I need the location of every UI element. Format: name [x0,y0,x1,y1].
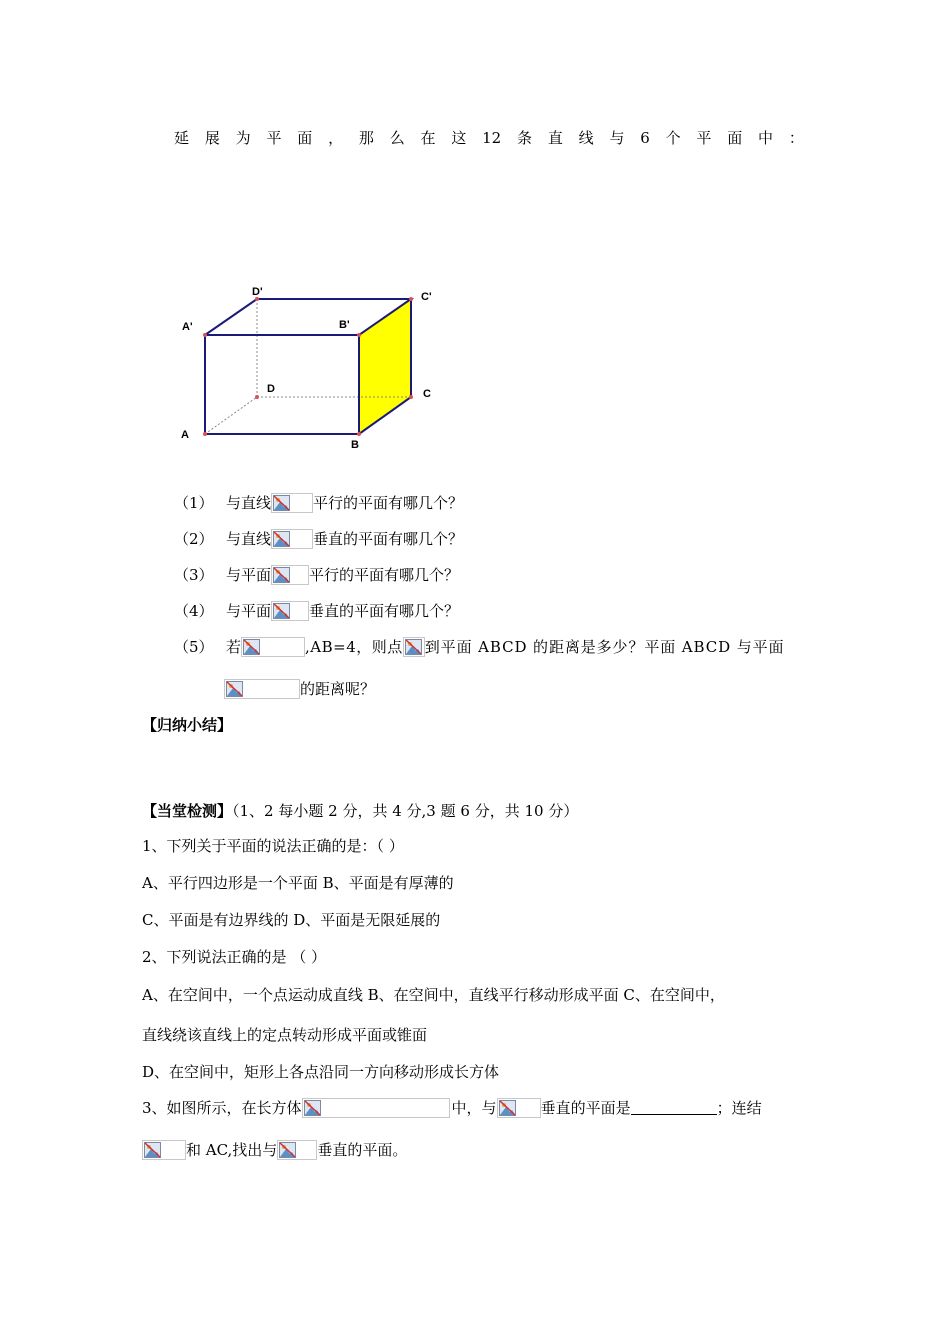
label-c: C [423,388,431,400]
intro-char: 线 [578,129,594,147]
broken-image-placeholder [224,679,300,699]
summary-heading: 【归纳小结】 [142,716,233,734]
cuboid-right-face [359,299,411,434]
vertex-dot [255,395,259,399]
question-5-line-2 [224,679,375,699]
label-b: B [351,439,359,451]
vertex-dot [409,395,413,399]
broken-image-placeholder [497,1098,541,1118]
intro-char: 与 [609,129,625,147]
question-2 [174,529,463,549]
question-number: （5） [174,638,214,656]
broken-image-icon [243,639,260,655]
broken-image-icon [273,495,290,511]
answer-blank [631,1098,717,1115]
label-c-prime: C' [421,291,432,303]
question-number: （3） [174,566,214,584]
broken-image-placeholder [271,601,309,621]
question-prefix: 与直线 [226,494,272,512]
intro-char: 延 [174,129,190,147]
q3-post: 垂直的平面是 [540,1099,631,1117]
broken-image-placeholder [403,637,425,657]
intro-char: 展 [204,129,220,147]
label-d: D [267,383,275,395]
check-heading-note: （1、2 每小题 2 分，共 4 分,3 题 6 分，共 10 分） [232,802,579,820]
question-1 [174,493,463,513]
intro-char: 这 [451,129,467,147]
question-number: （2） [174,530,214,548]
check-q1-options-cd: C、平面是有边界线的 D、平面是无限延展的 [142,911,441,929]
question-mid: ,AB=4，则点 [305,638,403,656]
intro-char: 6 [640,129,650,147]
intro-char: 面 [297,129,313,147]
intro-char: ： [788,129,804,147]
label-a: A [181,429,189,441]
intro-char: 为 [235,129,251,147]
question-prefix: 与平面 [226,602,272,620]
broken-image-placeholder [271,529,313,549]
broken-image-icon [499,1100,516,1116]
vertex-dot [203,333,207,337]
check-q3-line-2 [142,1140,407,1160]
check-q1-options-ab: A、平行四边形是一个平面 B、平面是有厚薄的 [142,874,454,892]
q3-line2-mid: 和 AC,找出与 [186,1141,278,1159]
question-suffix: 到平面 ABCD 的距离是多少？平面 ABCD 与平面 [424,638,785,656]
question-3 [174,565,459,585]
broken-image-icon [144,1142,161,1158]
broken-image-placeholder [271,493,313,513]
check-q2-options-line-1: A、在空间中，一个点运动成直线 B、在空间中，直线平行移动形成平面 C、在空间中， [142,986,725,1004]
q3-prefix: 3、如图所示，在长方体 [142,1099,302,1117]
broken-image-icon [273,603,290,619]
vertex-dot [203,432,207,436]
intro-char: 中 [758,129,774,147]
cuboid-front-face [205,335,359,434]
intro-char: 在 [420,129,436,147]
intro-char: 条 [517,129,533,147]
check-heading-line [142,801,578,821]
question-number: （4） [174,602,214,620]
intro-char: 直 [547,129,563,147]
hidden-edge-ad [205,397,257,434]
intro-char: 个 [665,129,681,147]
question-prefix: 若 [226,638,242,656]
intro-char: ， [328,129,344,147]
question-number: （1） [174,494,214,512]
intro-char: 12 [482,129,502,147]
broken-image-placeholder [241,637,305,657]
question-5 [174,637,784,657]
q3-line2-post: 垂直的平面。 [317,1141,408,1159]
check-q3-line-1 [142,1098,762,1118]
label-d-prime: D' [252,286,263,298]
vertex-dot [409,297,413,301]
label-b-prime: B' [339,319,350,331]
check-q2-options-line-2: 直线绕该直线上的定点转动形成平面或锥面 [142,1026,428,1044]
vertex-dot [357,333,361,337]
broken-image-placeholder [142,1140,186,1160]
intro-line [174,128,804,148]
broken-image-placeholder [271,565,309,585]
question-suffix: 平行的平面有哪几个？ [313,494,464,512]
check-q1: 1、下列关于平面的说法正确的是：（ ） [142,837,404,855]
broken-image-icon [273,567,290,583]
check-heading: 【当堂检测】 [142,802,233,820]
q3-mid: 中，与 [451,1099,497,1117]
intro-char: 那 [358,129,374,147]
broken-image-icon [279,1142,296,1158]
vertex-dot [357,432,361,436]
question-suffix: 的距离呢？ [300,680,376,698]
intro-char: 平 [266,129,282,147]
broken-image-icon [304,1100,321,1116]
question-suffix: 垂直的平面有哪几个？ [309,602,460,620]
cuboid-figure [170,280,450,455]
intro-char: 平 [696,129,712,147]
intro-char: 么 [389,129,405,147]
question-suffix: 垂直的平面有哪几个？ [313,530,464,548]
question-4 [174,601,459,621]
question-prefix: 与平面 [226,566,272,584]
question-prefix: 与直线 [226,530,272,548]
broken-image-icon [226,681,243,697]
check-q2: 2、下列说法正确的是 （ ） [142,948,327,966]
broken-image-icon [273,531,290,547]
broken-image-placeholder [277,1140,317,1160]
broken-image-placeholder [302,1098,450,1118]
broken-image-icon [405,639,422,655]
intro-char: 面 [727,129,743,147]
check-q2-option-d: D、在空间中，矩形上各点沿同一方向移动形成长方体 [142,1063,500,1081]
q3-end: ；连结 [716,1099,762,1117]
label-a-prime: A' [182,321,193,333]
question-suffix: 平行的平面有哪几个？ [309,566,460,584]
